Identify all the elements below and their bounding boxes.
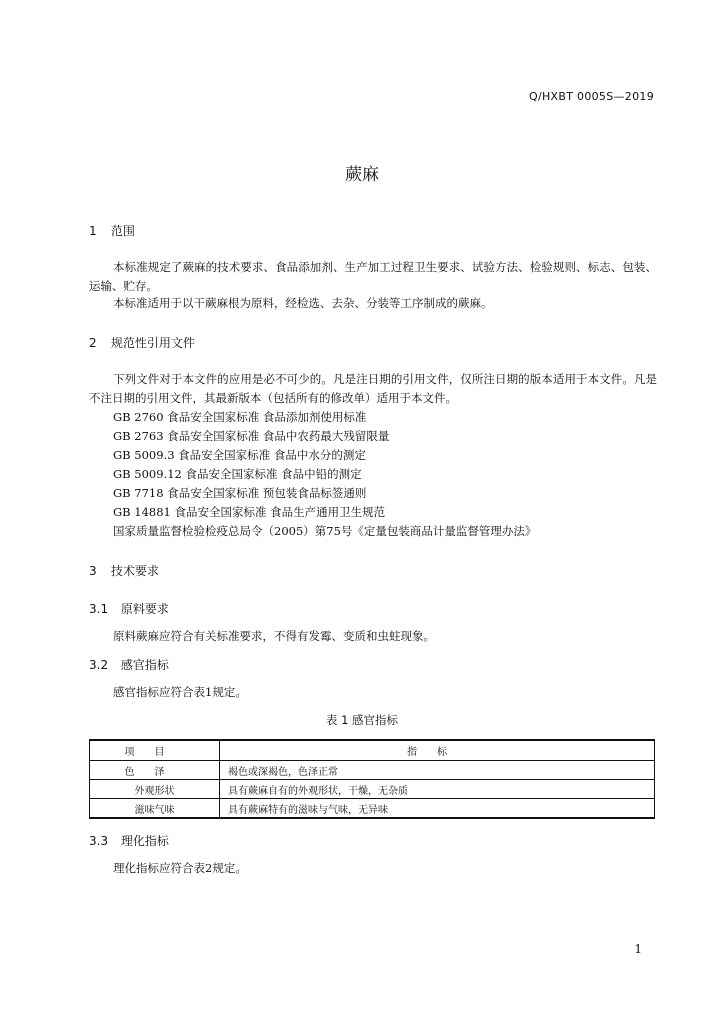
section-1-paragraph-1: 本标准规定了蕨麻的技术要求、食品添加剂、生产加工过程卫生要求、试验方法、检验规则、标志、包装、运输、贮存。 xyxy=(89,260,657,293)
table-row xyxy=(90,780,655,799)
table-header-row xyxy=(90,740,655,761)
subsection-3-3-text: 理化指标应符合表2规定。 xyxy=(113,861,247,875)
section-number: 3 xyxy=(89,564,97,578)
standard-code: Q/HXBT 0005S—2019 xyxy=(528,90,654,103)
section-title: 技术要求 xyxy=(110,564,159,578)
subsection-3-1-heading xyxy=(89,600,169,617)
reference-item: GB 7718 食品安全国家标准 预包装食品标签通则 xyxy=(113,486,367,500)
section-2-intro: 下列文件对于本文件的应用是必不可少的。凡是注日期的引用文件，仅所注日期的版本适用于本文件。凡是不注日期的引用文件，其最新版本（包括所有的修改单）适用于本文件。 xyxy=(89,372,657,405)
subsection-3-2-text: 感官指标应符合表1规定。 xyxy=(113,685,247,699)
table-header-indicator: 指标 xyxy=(220,740,655,761)
page-number: 1 xyxy=(634,942,642,956)
subsection-title: 感官指标 xyxy=(120,658,169,672)
section-title: 规范性引用文件 xyxy=(110,336,195,350)
table-1-caption: 表 1 感官指标 xyxy=(325,713,399,727)
table-cell-item: 色泽 xyxy=(90,761,220,780)
subsection-number: 3.3 xyxy=(89,834,109,848)
section-title: 范围 xyxy=(110,224,135,238)
reference-item: GB 5009.3 食品安全国家标准 食品中水分的测定 xyxy=(113,448,366,462)
table-header-item: 项目 xyxy=(90,740,220,761)
section-number: 1 xyxy=(89,224,97,238)
section-1-paragraph-2: 本标准适用于以干蕨麻根为原料，经检选、去杂、分装等工序制成的蕨麻。 xyxy=(113,296,493,310)
reference-item: GB 2760 食品安全国家标准 食品添加剂使用标准 xyxy=(113,410,367,424)
table-cell-item: 滋味气味 xyxy=(90,799,220,819)
sensory-indicators-table xyxy=(89,739,655,819)
reference-item: GB 2763 食品安全国家标准 食品中农药最大残留限量 xyxy=(113,429,390,443)
subsection-3-1-text: 原料蕨麻应符合有关标准要求，不得有发霉、变质和虫蛀现象。 xyxy=(113,629,435,643)
document-title: 蕨麻 xyxy=(345,165,379,185)
section-3-heading xyxy=(89,562,159,579)
subsection-3-2-heading xyxy=(89,656,169,673)
section-number: 2 xyxy=(89,336,97,350)
table-cell-indicator: 具有蕨麻特有的滋味与气味，无异味 xyxy=(220,799,655,819)
subsection-number: 3.2 xyxy=(89,658,109,672)
reference-item: GB 14881 食品安全国家标准 食品生产通用卫生规范 xyxy=(113,505,386,519)
section-2-heading xyxy=(89,334,195,351)
table-row xyxy=(90,761,655,780)
subsection-title: 原料要求 xyxy=(120,602,169,616)
table-cell-indicator: 褐色或深褐色，色泽正常 xyxy=(220,761,655,780)
reference-item: 国家质量监督检验检疫总局令（2005）第75号《定量包装商品计量监督管理办法》 xyxy=(113,524,537,538)
table-cell-item: 外观形状 xyxy=(90,780,220,799)
table-row xyxy=(90,799,655,819)
section-1-heading xyxy=(89,222,135,239)
subsection-number: 3.1 xyxy=(89,602,109,616)
subsection-3-3-heading xyxy=(89,832,169,849)
subsection-title: 理化指标 xyxy=(120,834,169,848)
table-cell-indicator: 具有蕨麻自有的外观形状，干燥，无杂质 xyxy=(220,780,655,799)
reference-item: GB 5009.12 食品安全国家标准 食品中铅的测定 xyxy=(113,467,362,481)
